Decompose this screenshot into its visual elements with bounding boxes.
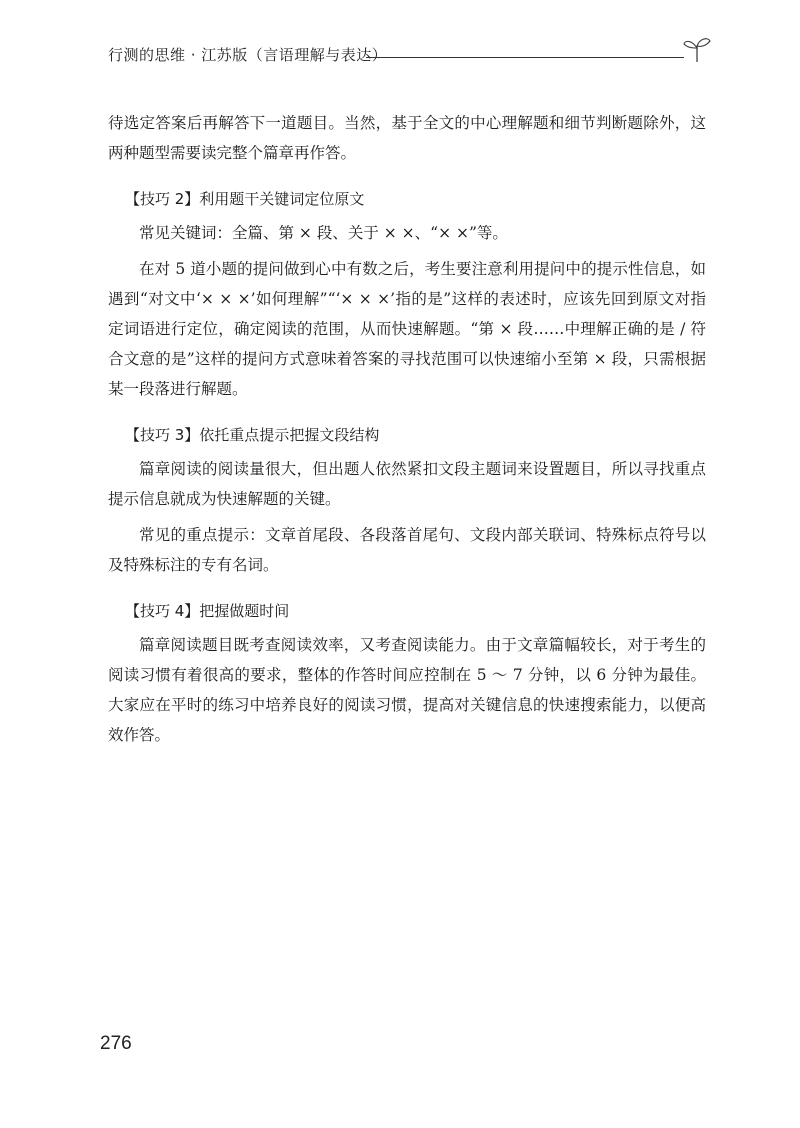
paragraph-intro: 待选定答案后再解答下一道题目。当然，基于全文的中心理解题和细节判断题除外，这两种题型需要读完整个篇章再作答。 <box>108 114 706 162</box>
page-body <box>108 108 706 750</box>
tip4-heading: 【技巧 4】把握做题时间 <box>125 602 290 620</box>
tip3-body: 篇章阅读的阅读量很大，但出题人依然紧扣文段主题词来设置题目，所以寻找重点提示信息就成为快速解题的关键。 <box>108 460 706 508</box>
tip2-keywords: 常见关键词：全篇、第 × 段、关于 × ×、“× ×”等。 <box>139 224 508 242</box>
sprout-icon <box>682 36 712 64</box>
tip3-heading: 【技巧 3】依托重点提示把握文段结构 <box>125 426 380 444</box>
header-title: 行测的思维 · 江苏版（言语理解与表达） <box>108 46 388 64</box>
tip2-body: 在对 5 道小题的提问做到心中有数之后，考生要注意利用提问中的提示性信息，如遇到“对文中‘× × ×’如何理解”“‘× × ×’指的是”这样的表述时，应该先回到原文对指定词语进行定位，确定阅读的范围，从而快速解题。“第 × 段……中理解正确的是 / 符合文意的是”这样的提问方式意味着答案的寻找范围可以快速缩小至第 × 段，只需根据某一段落进行解题。 <box>108 260 706 398</box>
tip2-heading: 【技巧 2】利用题干关键词定位原文 <box>125 190 365 208</box>
tip3-common: 常见的重点提示：文章首尾段、各段落首尾句、文段内部关联词、特殊标点符号以及特殊标注的专有名词。 <box>108 526 706 574</box>
page-number: 276 <box>100 1033 132 1054</box>
header-rule <box>366 57 684 58</box>
running-header <box>108 44 708 70</box>
tip4-body: 篇章阅读题目既考查阅读效率，又考查阅读能力。由于文章篇幅较长，对于考生的阅读习惯有着很高的要求，整体的作答时间应控制在 5 ～ 7 分钟，以 6 分钟为最佳。大家应在平时的练习中培养良好的阅读习惯，提高对关键信息的快速搜索能力，以便高效作答。 <box>108 636 706 744</box>
